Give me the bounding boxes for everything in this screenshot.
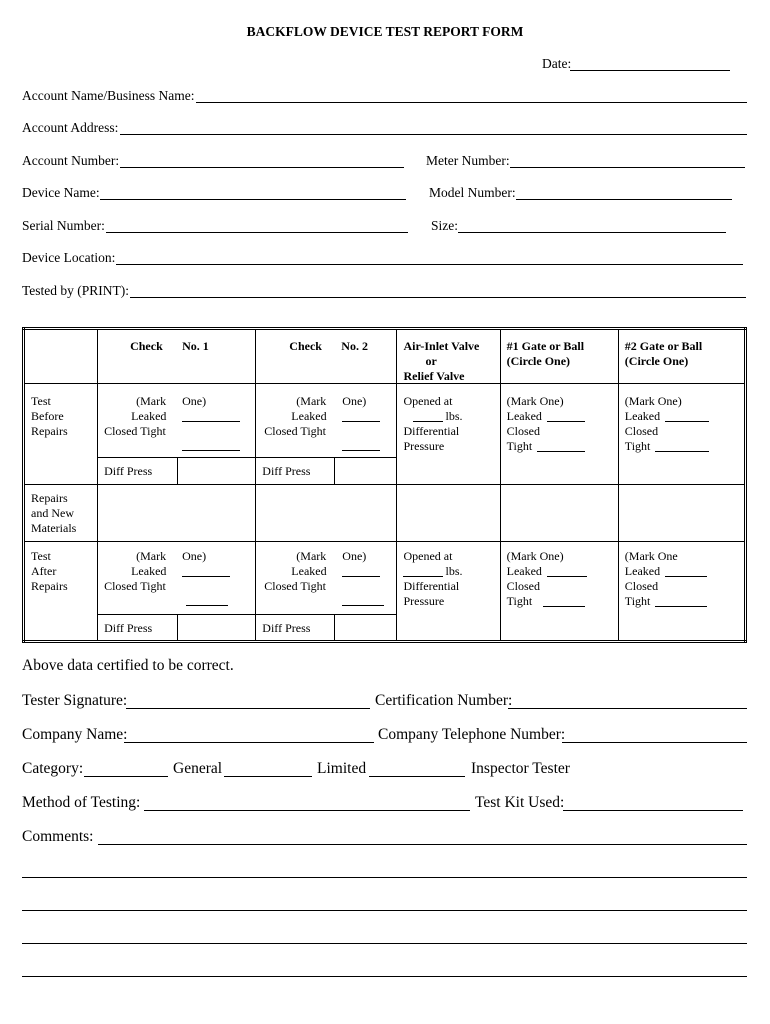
test-results-table	[22, 327, 747, 643]
row-test-before	[24, 384, 746, 458]
closed-tight-text: Closed Tight	[264, 579, 326, 593]
leaked-line[interactable]	[547, 576, 587, 577]
repairs-air-cell[interactable]	[397, 485, 500, 542]
closed-text: Closed	[506, 424, 540, 438]
repairs-check2-cell[interactable]	[256, 485, 397, 542]
comments-line-4[interactable]	[22, 943, 747, 944]
table-header-row	[24, 329, 746, 384]
mark-one-text: (Mark One	[624, 549, 678, 563]
repairs-gate1-cell[interactable]	[500, 485, 618, 542]
lbs-line[interactable]	[413, 421, 443, 422]
repairs-check1-cell[interactable]	[98, 485, 256, 542]
header-gate1-1: #1 Gate or Ball	[506, 339, 585, 353]
tight-line[interactable]	[655, 451, 709, 452]
diff-press-value-cell[interactable]	[335, 458, 397, 485]
category-general-field[interactable]	[84, 776, 168, 777]
closed-tight-line[interactable]	[342, 605, 384, 606]
tester-signature-label: Tester Signature:	[22, 692, 128, 709]
header-air-1: Air-Inlet Valve	[403, 339, 480, 353]
comments-line-5[interactable]	[22, 976, 747, 977]
before-check1-cell[interactable]	[98, 384, 256, 458]
company-name-field[interactable]	[124, 742, 374, 743]
one-text: One)	[342, 394, 367, 408]
diff-press-label-cell	[98, 458, 178, 485]
comments-line-1[interactable]	[98, 844, 747, 845]
closed-tight-text: Closed Tight	[104, 424, 166, 438]
category-limited-field[interactable]	[224, 776, 312, 777]
size-label: Size:	[431, 218, 458, 233]
header-air-inlet	[397, 329, 500, 384]
meter-number-label: Meter Number:	[426, 153, 510, 168]
header-check-1	[98, 329, 256, 384]
pressure-text: Pressure	[403, 439, 445, 453]
header-gate2-2: (Circle One)	[624, 354, 689, 368]
tight-text: Tight	[506, 594, 533, 608]
mark-text: (Mark	[136, 549, 167, 563]
method-of-testing-label: Method of Testing:	[22, 794, 141, 811]
row-repairs	[24, 485, 746, 542]
label-test: Test	[31, 549, 51, 563]
leaked-line[interactable]	[665, 421, 709, 422]
closed-tight-line[interactable]	[342, 450, 380, 451]
model-number-label: Model Number:	[429, 185, 516, 200]
model-number-field[interactable]	[516, 199, 732, 200]
diff-press-text: Diff Press	[262, 621, 311, 635]
leaked-text: Leaked	[506, 564, 542, 578]
diff-press-value-cell[interactable]	[178, 615, 256, 642]
diff-press-label-cell	[256, 615, 335, 642]
diff-press-label-cell	[98, 615, 178, 642]
tight-text: Tight	[624, 594, 651, 608]
before-check2-cell[interactable]	[256, 384, 397, 458]
mark-text: (Mark	[136, 394, 167, 408]
tight-text: Tight	[506, 439, 533, 453]
leaked-text: Leaked	[506, 409, 542, 423]
closed-text: Closed	[624, 579, 659, 593]
mark-one-text: (Mark One)	[506, 549, 564, 563]
diff-press-text: Diff Press	[104, 464, 153, 478]
repairs-gate2-cell[interactable]	[618, 485, 745, 542]
inspector-tester-label: Inspector Tester	[471, 760, 570, 777]
certified-text: Above data certified to be correct.	[22, 657, 234, 674]
differential-text: Differential	[403, 579, 460, 593]
leaked-line[interactable]	[342, 421, 380, 422]
tight-line[interactable]	[543, 606, 585, 607]
diff-press-text: Diff Press	[104, 621, 153, 635]
after-gate1-cell[interactable]	[500, 542, 618, 642]
lbs-text: lbs.	[445, 564, 463, 578]
device-location-field[interactable]	[116, 264, 743, 265]
before-gate1-cell[interactable]	[500, 384, 618, 485]
closed-text: Closed	[506, 579, 540, 593]
test-kit-label: Test Kit Used:	[475, 794, 565, 811]
leaked-line[interactable]	[665, 576, 707, 577]
closed-tight-text: Closed Tight	[104, 579, 166, 593]
account-number-field[interactable]	[120, 167, 404, 168]
account-number-label: Account Number:	[22, 153, 120, 168]
size-field[interactable]	[458, 232, 726, 233]
limited-label: Limited	[317, 760, 367, 777]
leaked-text: Leaked	[131, 409, 167, 423]
header-gate-1	[500, 329, 618, 384]
opened-at-text: Opened at	[403, 549, 453, 563]
label-test: Test	[31, 394, 51, 408]
closed-tight-text: Closed Tight	[264, 424, 326, 438]
header-air-2: or	[425, 354, 437, 368]
header-check1-a: Check	[130, 339, 163, 353]
header-check2-a: Check	[289, 339, 322, 353]
lbs-text: lbs.	[445, 409, 463, 423]
label-materials: Materials	[31, 521, 77, 535]
closed-tight-line[interactable]	[186, 605, 228, 606]
after-gate2-cell[interactable]	[618, 542, 745, 642]
label-after: After	[31, 564, 57, 578]
diff-press-value-cell[interactable]	[178, 458, 256, 485]
leaked-line[interactable]	[182, 421, 240, 422]
date-label: Date:	[542, 56, 572, 71]
leaked-text: Leaked	[131, 564, 167, 578]
diff-press-value-cell[interactable]	[335, 615, 397, 642]
after-check2-cell[interactable]	[256, 542, 397, 615]
after-check1-cell[interactable]	[98, 542, 256, 615]
mark-text: (Mark	[296, 394, 327, 408]
label-before: Before	[31, 409, 64, 423]
label-and-new: and New	[31, 506, 74, 520]
closed-tight-line[interactable]	[182, 450, 240, 451]
header-gate1-2: (Circle One)	[506, 354, 571, 368]
meter-number-field[interactable]	[510, 167, 745, 168]
leaked-text: Leaked	[291, 564, 327, 578]
header-air-3: Relief Valve	[403, 369, 465, 383]
mark-one-text: (Mark One)	[506, 394, 564, 408]
one-text: One)	[182, 549, 207, 563]
company-telephone-label: Company Telephone Number:	[378, 726, 566, 743]
after-air-inlet-cell[interactable]	[397, 542, 500, 642]
account-name-label: Account Name/Business Name:	[22, 88, 195, 103]
label-repairs: Repairs	[31, 579, 68, 593]
one-text: One)	[182, 394, 207, 408]
row-test-after	[24, 542, 746, 615]
comments-label: Comments:	[22, 828, 94, 845]
header-check-2	[256, 329, 397, 384]
pressure-text: Pressure	[403, 594, 445, 608]
diff-press-label-cell	[256, 458, 335, 485]
form-title: BACKFLOW DEVICE TEST REPORT FORM	[246, 24, 524, 39]
account-address-label: Account Address:	[22, 120, 119, 135]
category-label: Category:	[22, 760, 84, 777]
certification-number-label: Certification Number:	[375, 692, 513, 709]
account-name-field[interactable]	[196, 102, 747, 103]
leaked-text: Leaked	[624, 409, 661, 423]
method-of-testing-field[interactable]	[144, 810, 470, 811]
device-name-field[interactable]	[100, 199, 406, 200]
category-inspector-field[interactable]	[369, 776, 465, 777]
diff-press-text: Diff Press	[262, 464, 311, 478]
account-address-field[interactable]	[120, 134, 747, 135]
certification-number-field[interactable]	[508, 708, 747, 709]
mark-one-text: (Mark One)	[624, 394, 682, 408]
general-label: General	[173, 760, 223, 777]
lbs-line[interactable]	[403, 576, 443, 577]
label-repairs: Repairs	[31, 424, 68, 438]
header-check1-b: No. 1	[182, 339, 209, 353]
leaked-line[interactable]	[182, 576, 230, 577]
leaked-line[interactable]	[547, 421, 585, 422]
mark-text: (Mark	[296, 549, 327, 563]
label-test-after	[24, 542, 98, 642]
before-air-inlet-cell[interactable]	[397, 384, 500, 485]
date-field[interactable]	[570, 70, 730, 71]
opened-at-text: Opened at	[403, 394, 453, 408]
company-telephone-field[interactable]	[562, 742, 747, 743]
serial-number-field[interactable]	[106, 232, 408, 233]
one-text: One)	[342, 549, 367, 563]
tight-text: Tight	[624, 439, 651, 453]
tested-by-label: Tested by (PRINT):	[22, 283, 130, 298]
serial-number-label: Serial Number:	[22, 218, 105, 233]
label-test-before	[24, 384, 98, 485]
header-check2-b: No. 2	[341, 339, 368, 353]
leaked-text: Leaked	[624, 564, 661, 578]
test-kit-field[interactable]	[563, 810, 743, 811]
tight-line[interactable]	[537, 451, 585, 452]
device-location-label: Device Location:	[22, 250, 116, 265]
device-name-label: Device Name:	[22, 185, 100, 200]
label-repairs-new-materials	[24, 485, 98, 542]
tight-line[interactable]	[655, 606, 707, 607]
leaked-text: Leaked	[291, 409, 327, 423]
differential-text: Differential	[403, 424, 460, 438]
before-gate2-cell[interactable]	[618, 384, 745, 485]
comments-line-3[interactable]	[22, 910, 747, 911]
label-repairs: Repairs	[31, 491, 68, 505]
header-gate2-1: #2 Gate or Ball	[624, 339, 703, 353]
company-name-label: Company Name:	[22, 726, 128, 743]
header-gate-2	[618, 329, 745, 384]
header-blank-cell	[24, 329, 98, 384]
leaked-line[interactable]	[342, 576, 380, 577]
tested-by-field[interactable]	[130, 297, 746, 298]
comments-line-2[interactable]	[22, 877, 747, 878]
tester-signature-field[interactable]	[126, 708, 370, 709]
closed-text: Closed	[624, 424, 659, 438]
